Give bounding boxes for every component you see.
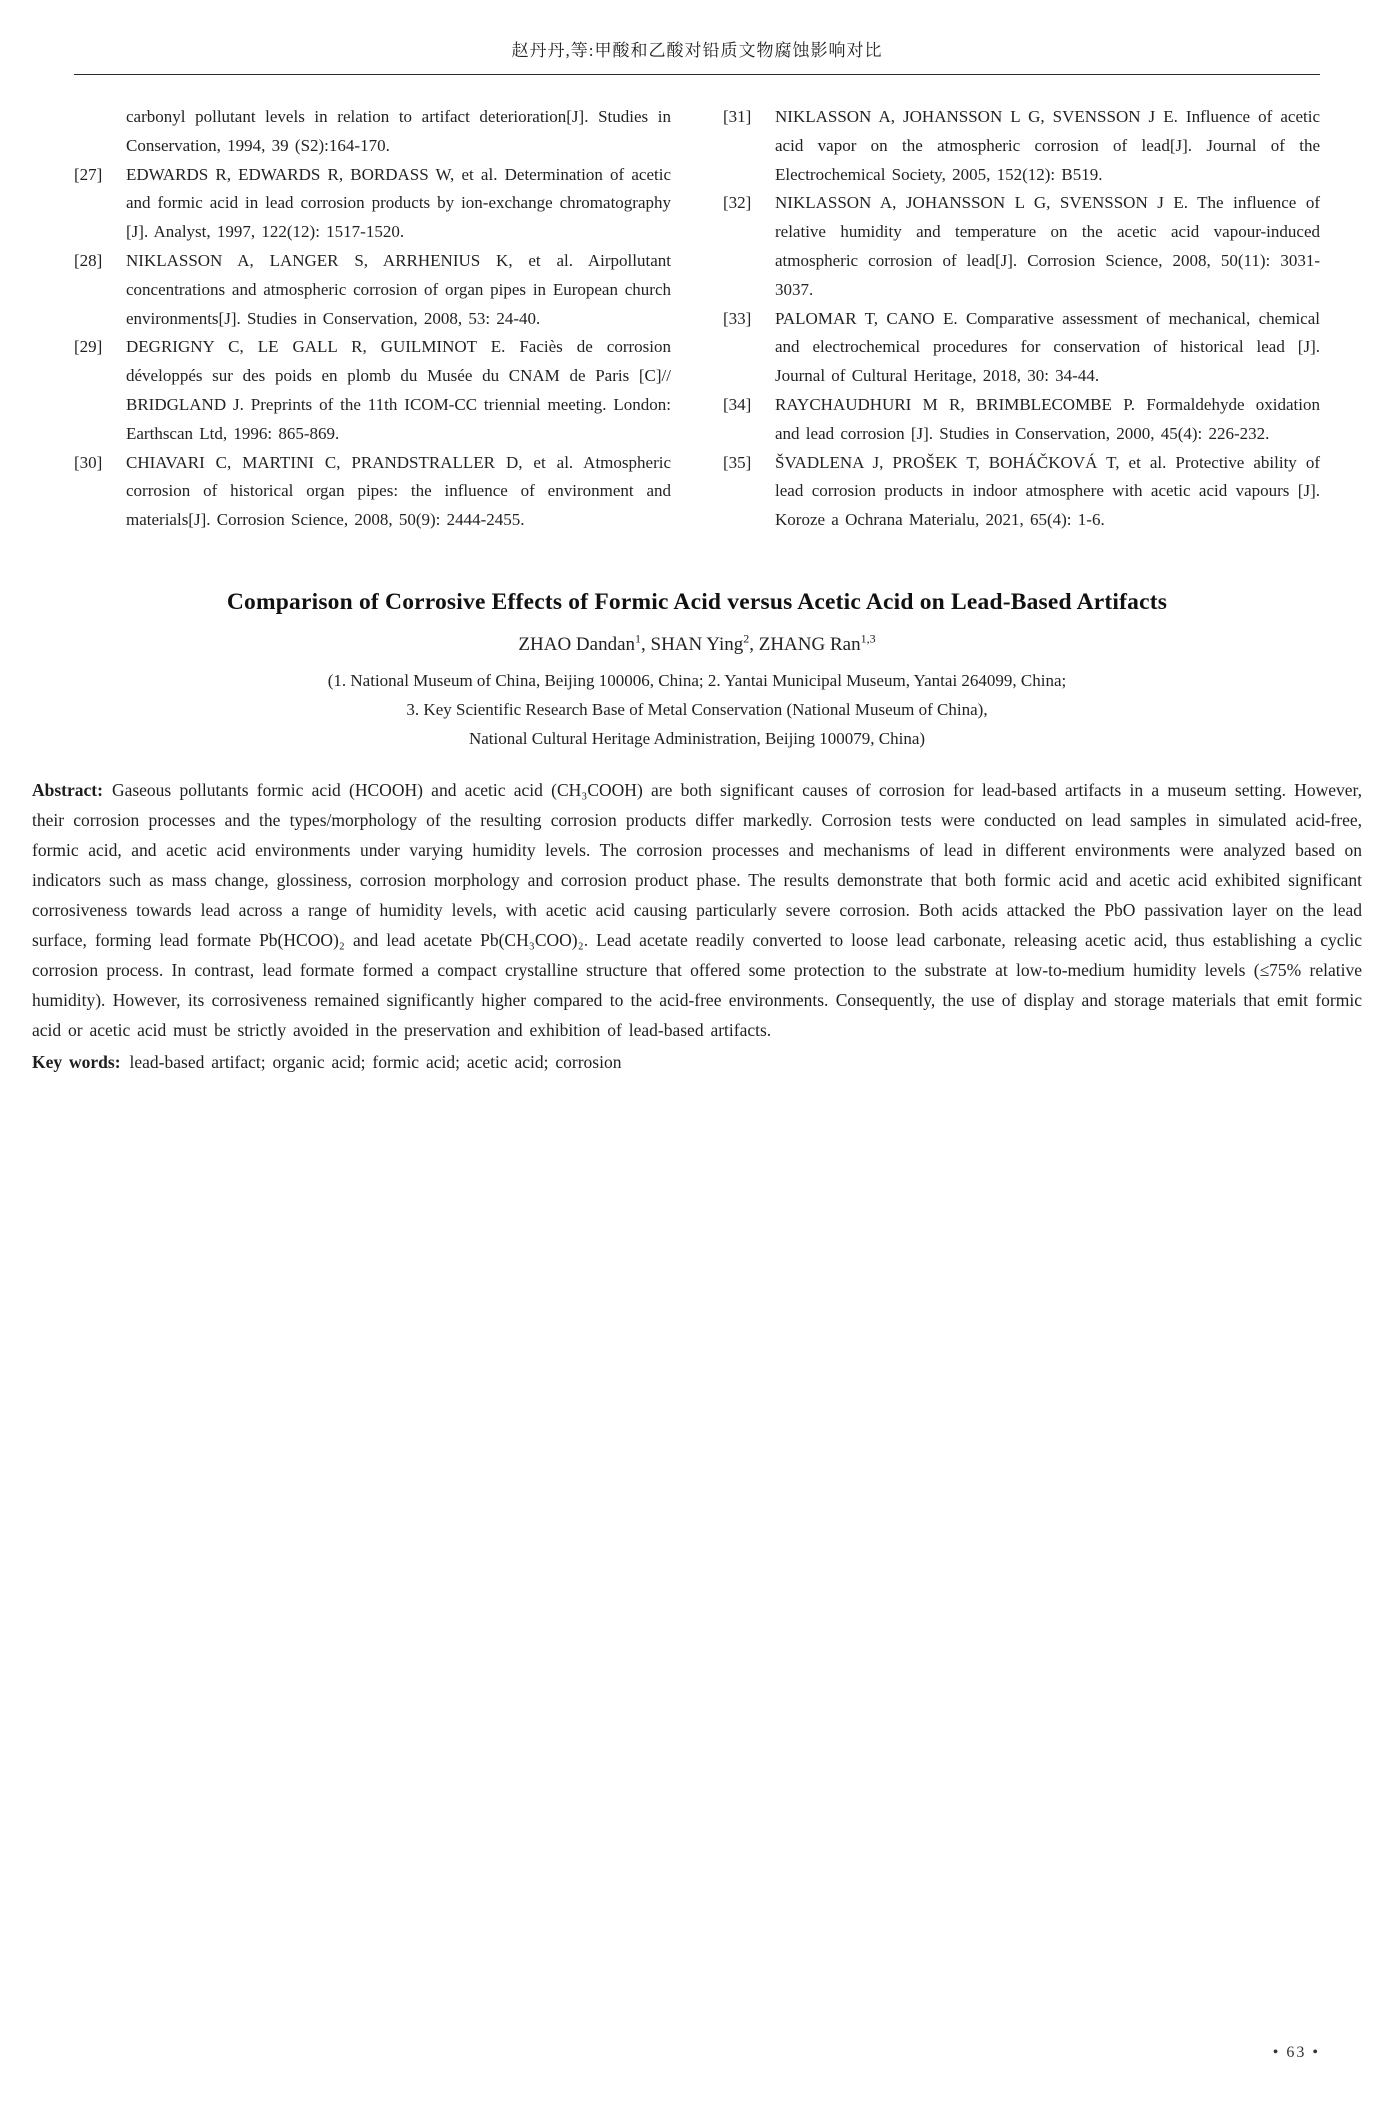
keywords-text: lead-based artifact; organic acid; formic acid; acetic acid; corrosion — [129, 1052, 622, 1073]
reference-number: [27] — [74, 164, 103, 184]
header-rule — [74, 74, 1320, 75]
references-section — [74, 103, 1320, 535]
reference-text: RAYCHAUDHURI M R, BRIMBLECOMBE P. Formaldehyde oxidation and lead corrosion [J]. Studies in Conservation, 2000, 45(4): 226-232. — [775, 394, 1320, 443]
page-header — [30, 36, 1364, 75]
abstract-section — [32, 775, 1362, 1077]
reference-number — [74, 103, 126, 161]
reference-text: DEGRIGNY C, LE GALL R, GUILMINOT E. Faciès de corrosion développés sur des poids en plomb du Musée du CNAM de Paris [C]// BRIDGLAND J. Preprints of the 11th ICOM-CC triennial meeting. London: Earthscan Ltd, 1996: 865-869. — [126, 337, 671, 443]
abstract-paragraph — [32, 775, 1362, 1045]
authors-line — [30, 632, 1364, 656]
author-affiliation-superscript: 2 — [743, 631, 750, 646]
abstract-text: Gaseous pollutants formic acid (HCOOH) and acetic acid (CH₃COOH) are both significant causes of corrosion for lead-based artifacts in a museum setting. However, their corrosion processes and the types/morphology of the resulting corrosion products differ markedly. Corrosion tests were conducted on lead samples in simulated acid-free, formic acid, and acetic acid environments under varying humidity levels. The corrosion processes and mechanisms of lead in different environments were analyzed based on indicators such as mass change, glossiness, corrosion morphology and corrosion product phase. The results demonstrate that both formic acid and acetic acid exhibited significant corrosiveness towards lead across a range of humidity levels, with acetic acid causing particularly severe corrosion. Both acids attacked the PbO passivation layer on the lead surface, forming lead formate Pb(HCOO)₂ and lead acetate Pb(CH₃COO)₂. Lead acetate readily converted to loose lead carbonate, releasing acetic acid, thus establishing a cyclic corrosion process. In contrast, lead formate formed a compact crystalline structure that offered some protection to the substrate at low-to-medium humidity levels (≤75% relative humidity). However, its corrosiveness remained significantly higher compared to the acid-free environments. Consequently, the use of display and storage materials that emit formic acid or acetic acid must be strictly avoided in the preservation and exhibition of lead-based artifacts. — [32, 780, 1362, 1041]
keywords-line — [32, 1047, 1362, 1077]
author-name: ZHAO Dandan — [518, 634, 635, 656]
reference-item — [723, 103, 1320, 189]
reference-number: [35] — [723, 452, 752, 472]
author — [758, 631, 876, 656]
author — [650, 631, 759, 656]
affiliation-line: 3. Key Scientific Research Base of Metal Conservation (National Museum of China), — [406, 700, 988, 720]
reference-item — [723, 449, 1320, 535]
reference-item — [74, 449, 671, 535]
reference-number: [32] — [723, 193, 752, 213]
references-left-column — [74, 103, 671, 535]
author — [518, 631, 650, 656]
reference-number: [33] — [723, 308, 752, 328]
reference-item — [74, 333, 671, 448]
reference-number: [30] — [74, 452, 103, 472]
reference-number: [29] — [74, 337, 103, 357]
article-heading-section — [30, 589, 1364, 753]
abstract-label: Abstract: — [32, 780, 103, 801]
reference-text: PALOMAR T, CANO E. Comparative assessment of mechanical, chemical and electrochemical procedures for conservation of historical lead [J]. Journal of Cultural Heritage, 2018, 30: 34-44. — [775, 308, 1320, 386]
author-affiliation-superscript: 1,3 — [860, 631, 876, 646]
reference-item — [723, 391, 1320, 449]
reference-text: NIKLASSON A, JOHANSSON L G, SVENSSON J E. The influence of relative humidity and temperature on the acetic acid vapour-induced atmospheric corrosion of lead[J]. Corrosion Science, 2008, 50(11): 3031-3037. — [775, 193, 1320, 299]
reference-item — [74, 103, 671, 161]
affiliation-line: (1. National Museum of China, Beijing 100006, China; 2. Yantai Municipal Museum, Yantai 264099, China; — [327, 671, 1067, 691]
reference-text: CHIAVARI C, MARTINI C, PRANDSTRALLER D, et al. Atmospheric corrosion of historical organ pipes: the influence of environment and materials[J]. Corrosion Science, 2008, 50(9): 2444-2455. — [126, 452, 671, 530]
reference-number: [34] — [723, 394, 752, 414]
reference-text: NIKLASSON A, LANGER S, ARRHENIUS K, et al. Airpollutant concentrations and atmospheric corrosion of organ pipes in European church environments[J]. Studies in Conservation, 2008, 53: 24-40. — [126, 250, 671, 328]
page-number: • 63 • — [1272, 2044, 1320, 2061]
references-right-column — [723, 103, 1320, 535]
article-title: Comparison of Corrosive Effects of Formic Acid versus Acetic Acid on Lead-Based Artifacts — [226, 588, 1168, 615]
reference-item — [74, 161, 671, 247]
reference-text: EDWARDS R, EDWARDS R, BORDASS W, et al. Determination of acetic and formic acid in lead corrosion products by ion-exchange chromatography [J]. Analyst, 1997, 122(12): 1517-1520. — [126, 164, 671, 242]
reference-item — [723, 189, 1320, 304]
author-name: SHAN Ying — [650, 634, 744, 656]
running-header-text: 赵丹丹,等:甲酸和乙酸对铅质文物腐蚀影响对比 — [511, 41, 883, 60]
author-affiliation-superscript: 1 — [635, 631, 641, 646]
reference-text: NIKLASSON A, JOHANSSON L G, SVENSSON J E. Influence of acetic acid vapor on the atmospheric corrosion of lead[J]. Journal of the Electrochemical Society, 2005, 152(12): B519. — [775, 107, 1320, 184]
reference-text: carbonyl pollutant levels in relation to artifact deterioration[J]. Studies in Conservation, 1994, 39 (S2):164-170. — [126, 107, 671, 155]
affiliation-line: National Cultural Heritage Administration, Beijing 100079, China) — [468, 729, 926, 749]
reference-number: [28] — [74, 250, 103, 270]
reference-text: ŠVADLENA J, PROŠEK T, BOHÁČKOVÁ T, et al. Protective ability of lead corrosion products in indoor atmosphere with acetic acid vapours [J]. Koroze a Ochrana Materialu, 2021, 65(4): 1-6. — [775, 452, 1320, 530]
author-name: ZHANG Ran — [758, 634, 861, 656]
reference-item — [723, 305, 1320, 391]
keywords-label: Key words: — [32, 1052, 121, 1073]
reference-item — [74, 247, 671, 333]
reference-number: [31] — [723, 107, 752, 126]
affiliations-block — [30, 666, 1364, 753]
